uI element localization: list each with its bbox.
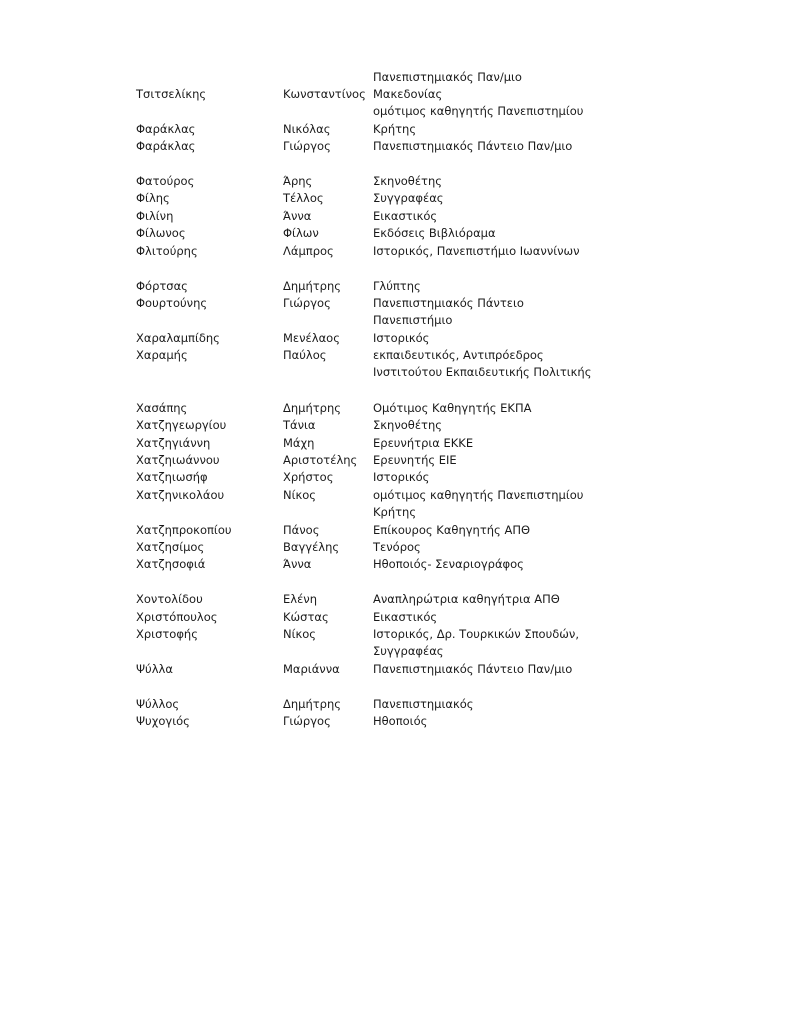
- surname: Χατζησίμος: [136, 540, 205, 554]
- surname: Χαραλαμπίδης: [136, 331, 220, 345]
- description: Εικαστικός: [373, 209, 438, 223]
- description: Ηθοποιός: [373, 714, 428, 728]
- surname: Χατζηγεωργίου: [136, 418, 227, 432]
- first-name: Μενέλαος: [283, 331, 340, 345]
- first-name: Άρης: [283, 174, 313, 188]
- surname: Χατζηπροκοπίου: [136, 523, 232, 537]
- surname: Φόρτσας: [136, 279, 188, 293]
- first-name: Νίκος: [283, 627, 317, 641]
- description: Συγγραφέας: [373, 644, 444, 659]
- first-name: Φίλων: [283, 226, 319, 240]
- surname: Χαραμής: [136, 348, 188, 362]
- surname: Φιλίνη: [136, 209, 174, 223]
- description: Πανεπιστημιακός Πάντειο Παν/μιο: [373, 139, 573, 153]
- first-name: Μάχη: [283, 436, 315, 450]
- description: Κρήτης: [373, 505, 417, 520]
- surname: Χριστοφής: [136, 627, 198, 641]
- description: Ερευνήτρια ΕΚΚΕ: [373, 436, 474, 450]
- surname: Φουρτούνης: [136, 296, 208, 310]
- first-name: Βαγγέλης: [283, 540, 340, 554]
- first-name: Γιώργος: [283, 296, 331, 310]
- first-name: Μαριάννα: [283, 662, 340, 676]
- first-name: Γιώργος: [283, 139, 331, 153]
- description: Ιστορικός: [373, 470, 430, 484]
- surname: Χασάπης: [136, 401, 188, 415]
- description: Συγγραφέας: [373, 191, 444, 205]
- surname: Ψύλλα: [136, 662, 173, 676]
- surname: Χατζηγιάννη: [136, 436, 211, 450]
- description: ομότιμος καθηγητής Πανεπιστημίου: [373, 104, 584, 118]
- first-name: Νικόλας: [283, 122, 331, 136]
- description: Ιστορικός, Δρ. Τουρκικών Σπουδών,: [373, 627, 579, 641]
- description: Σκηνοθέτης: [373, 174, 443, 188]
- surname: Ψύλλος: [136, 697, 180, 711]
- description: Εικαστικός: [373, 610, 438, 624]
- first-name: Κωνσταντίνος: [283, 87, 366, 101]
- first-name: Δημήτρης: [283, 697, 342, 711]
- surname: Φαράκλας: [136, 122, 196, 136]
- surname: Φατούρος: [136, 174, 195, 188]
- first-name: Δημήτρης: [283, 279, 342, 293]
- description: Ινστιτούτου Εκπαιδευτικής Πολιτικής: [373, 365, 592, 380]
- description: Τενόρος: [373, 540, 421, 554]
- first-name: Τάνια: [283, 418, 316, 432]
- first-name: Νίκος: [283, 488, 317, 502]
- surname: Χατζηιωσήφ: [136, 470, 208, 484]
- description: Ιστορικός: [373, 331, 430, 345]
- first-name: Δημήτρης: [283, 401, 342, 415]
- description: Ηθοποιός- Σεναριογράφος: [373, 557, 524, 571]
- surname: Φίλης: [136, 191, 170, 205]
- description: εκπαιδευτικός, Αντιπρόεδρος: [373, 348, 544, 362]
- first-name: Κώστας: [283, 610, 329, 624]
- first-name: Τέλλος: [283, 191, 324, 205]
- first-name: Αριστοτέλης: [283, 453, 358, 467]
- surname: Χατζησοφιά: [136, 557, 206, 571]
- surname: Φλιτούρης: [136, 244, 198, 258]
- description: Πανεπιστημιακός: [373, 697, 474, 711]
- surname: Φίλωνος: [136, 226, 186, 240]
- description: Πανεπιστημιακός Πάντειο Παν/μιο: [373, 662, 573, 676]
- description: Σκηνοθέτης: [373, 418, 443, 432]
- description: Πανεπιστήμιο: [373, 313, 453, 328]
- description: Κρήτης: [373, 122, 417, 136]
- surname: Χατζηνικολάου: [136, 488, 225, 502]
- first-name: Γιώργος: [283, 714, 331, 728]
- first-name: Άννα: [283, 209, 312, 223]
- description: Πανεπιστημιακός Πάντειο: [373, 296, 524, 310]
- description: Ιστορικός, Πανεπιστήμιο Ιωαννίνων: [373, 244, 580, 258]
- surname: Φαράκλας: [136, 139, 196, 153]
- first-name: Χρήστος: [283, 470, 334, 484]
- description: Εκδόσεις Βιβλιόραμα: [373, 226, 496, 240]
- first-name: Λάμπρος: [283, 244, 334, 258]
- surname: Χατζηιωάννου: [136, 453, 220, 467]
- first-name: Ελένη: [283, 592, 318, 606]
- description: Μακεδονίας: [373, 87, 443, 101]
- first-name: Πάνος: [283, 523, 320, 537]
- description: Επίκουρος Καθηγητής ΑΠΘ: [373, 523, 531, 537]
- description: Πανεπιστημιακός Παν/μιο: [373, 69, 522, 84]
- surname: Ψυχογιός: [136, 714, 190, 728]
- description: Ομότιμος Καθηγητής ΕΚΠΑ: [373, 401, 532, 415]
- first-name: Παύλος: [283, 348, 327, 362]
- description: ομότιμος καθηγητής Πανεπιστημίου: [373, 488, 584, 502]
- surname: Χοντολίδου: [136, 592, 203, 606]
- description: Ερευνητής ΕΙΕ: [373, 453, 457, 467]
- first-name: Άννα: [283, 557, 312, 571]
- description: Γλύπτης: [373, 279, 421, 293]
- surname: Χριστόπουλος: [136, 610, 218, 624]
- description: Αναπληρώτρια καθηγήτρια ΑΠΘ: [373, 592, 560, 606]
- surname: Τσιτσελίκης: [136, 87, 207, 101]
